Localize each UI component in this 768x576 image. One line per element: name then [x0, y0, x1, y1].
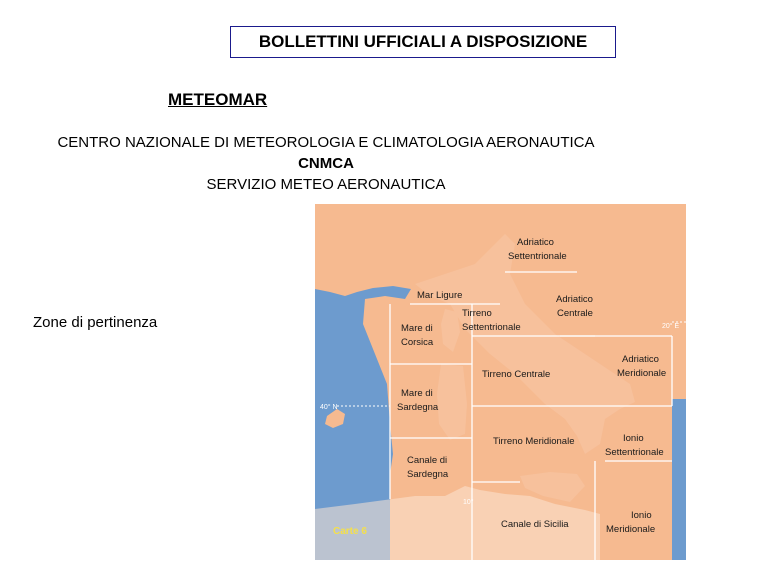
- page-title: BOLLETTINI UFFICIALI A DISPOSIZIONE: [258, 32, 588, 51]
- zone-label-tirreno-settentrionale: Tirreno Settentrionale: [462, 308, 521, 333]
- page-title-box: [230, 26, 616, 58]
- zone-label-ionio-settentrionale: Ionio Settentrionale: [605, 433, 664, 458]
- zone-label-adriatico-centrale: Adriatico Centrale: [556, 294, 593, 319]
- zone-label-adriatico-settentrionale: Adriatico Settentrionale: [508, 237, 567, 262]
- zones-caption: Zone di pertinenza: [33, 314, 158, 331]
- zone-label-ionio-meridionale: Ionio Meridionale: [606, 510, 656, 535]
- longitude-label-10: 10°: [463, 499, 474, 506]
- organization-service: SERVIZIO METEO AERONAUTICA: [206, 176, 446, 193]
- east-land: [672, 399, 686, 560]
- carte-label: Carte 6: [333, 526, 367, 537]
- zone-label-tirreno-centrale: Tirreno Centrale: [482, 369, 551, 380]
- zone-label-mar-ligure: Mar Ligure: [417, 290, 463, 301]
- zone-label-tirreno-meridionale: Tirreno Meridionale: [493, 436, 575, 447]
- marine-zones-map: [315, 204, 686, 560]
- zone-label-adriatico-meridionale: Adriatico Meridionale: [617, 354, 667, 379]
- page-subtitle: METEOMAR: [168, 90, 268, 109]
- zone-label-canale-di-sicilia: Canale di Sicilia: [501, 519, 569, 530]
- organization-name: CENTRO NAZIONALE DI METEOROLOGIA E CLIMATOLOGIA AERONAUTICA: [57, 134, 595, 151]
- latitude-label-40n: 40° N: [320, 404, 338, 411]
- zone-label-mare-di-sardegna: Mare di Sardegna: [397, 388, 439, 413]
- zone-label-canale-di-sardegna: Canale di Sardegna: [407, 455, 449, 480]
- zone-label-mare-di-corsica: Mare di Corsica: [401, 323, 434, 348]
- organization-acronym: CNMCA: [298, 155, 354, 172]
- longitude-label-20e: 20° E: [662, 323, 680, 330]
